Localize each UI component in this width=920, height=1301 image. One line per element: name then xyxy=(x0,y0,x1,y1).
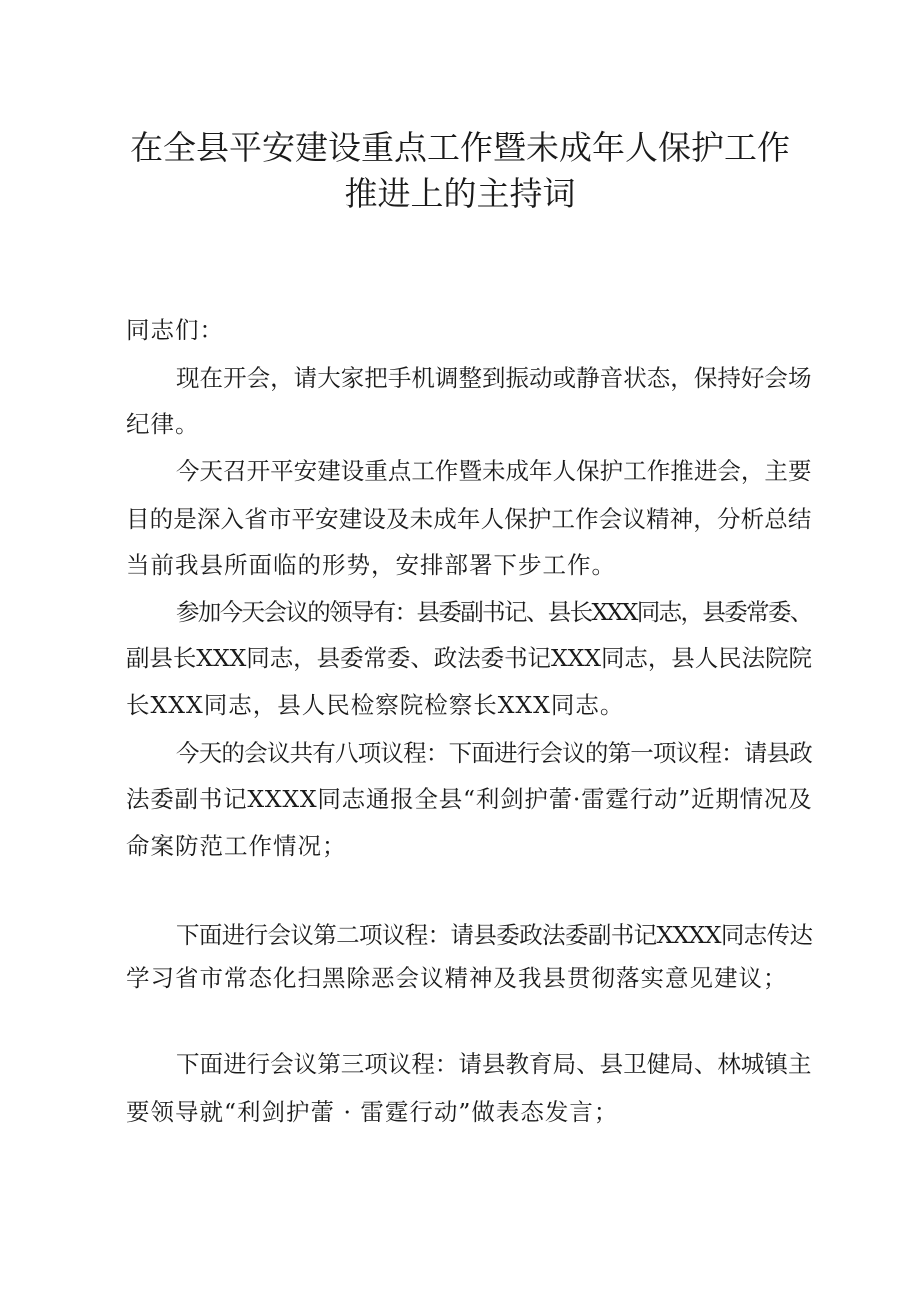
paragraph-line: 下面进行会议第二项议程：请县委政法委副书记XXXX同志传达 xyxy=(176,921,813,949)
paragraph-line: 当前我县所面临的形势，安排部署下步工作。 xyxy=(126,551,616,579)
document-title-line-2: 推进上的主持词 xyxy=(344,174,576,213)
paragraph-line: 法委副书记XXXX同志通报全县“利剑护蕾·雷霆行动”近期情况及 xyxy=(126,785,813,813)
paragraph-line: 参加今天会议的领导有：县委副书记、县长XXX同志，县委常委、 xyxy=(176,598,812,626)
paragraph-line: 下面进行会议第三项议程：请县教育局、县卫健局、林城镇主 xyxy=(176,1050,812,1078)
paragraph-line: 要领导就“利剑护蕾 · 雷霆行动”做表态发言； xyxy=(126,1098,619,1126)
paragraph-line: 今天的会议共有八项议程：下面进行会议的第一项议程：请县政 xyxy=(176,739,812,767)
paragraph-line: 学习省市常态化扫黑除恶会议精神及我县贯彻落实意见建议； xyxy=(126,964,788,992)
paragraph-line: 长XXX同志，县人民检察院检察长XXX同志。 xyxy=(126,691,625,719)
document-title-line-1: 在全县平安建设重点工作暨未成年人保护工作 xyxy=(130,128,790,167)
paragraph-line: 纪律。 xyxy=(126,410,200,438)
paragraph-line: 现在开会，请大家把手机调整到振动或静音状态，保持好会场 xyxy=(176,364,812,392)
paragraph-line: 今天召开平安建设重点工作暨未成年人保护工作推进会，主要 xyxy=(176,457,812,485)
salutation: 同志们： xyxy=(126,316,224,344)
paragraph-line: 副县长XXX同志，县委常委、政法委书记XXX同志，县人民法院院 xyxy=(126,644,812,672)
paragraph-line: 目的是深入省市平安建设及未成年人保护工作会议精神，分析总结 xyxy=(126,505,812,533)
paragraph-line: 命案防范工作情况； xyxy=(126,832,347,860)
